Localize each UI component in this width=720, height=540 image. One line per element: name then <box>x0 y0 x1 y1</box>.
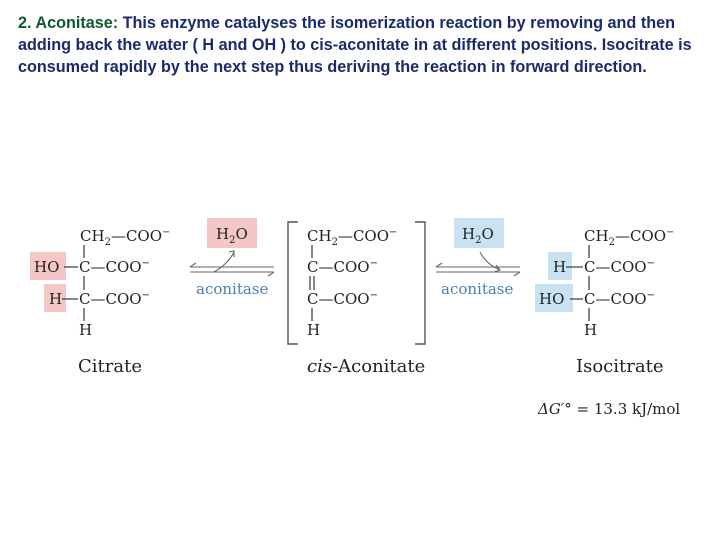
isocitrate-mid-left: H <box>553 258 567 276</box>
citrate-mid: C—COO− <box>79 258 150 276</box>
citrate-top: $CH_2—COO^-$ <box>80 227 171 248</box>
citrate-low: C—COO− <box>79 290 150 308</box>
citrate-low-left: H <box>49 290 63 308</box>
aconitate-low: C—COO− <box>307 290 378 308</box>
aconitate-mid: C—COO− <box>307 258 378 276</box>
enzyme-left-label: aconitase <box>196 280 269 298</box>
cis-aconitate-structure <box>288 222 425 377</box>
equilibrium-right-top-head <box>436 263 442 267</box>
description-body: This enzyme catalyses the isomerization reaction by removing and then adding back the water ( H and OH ) to cis-aconitate in at different positions. Isocitrate is consumed rapidly by the next step thus deriving the reaction in forward direction. <box>18 14 692 76</box>
water-left-label: $H_2O$ <box>216 225 248 246</box>
equilibrium-left-bottom-head <box>268 272 274 276</box>
aconitate-top: $CH_2—COO^-$ <box>307 227 398 248</box>
water-release-curve-arrow <box>214 252 234 272</box>
isocitrate-structure <box>539 227 674 377</box>
cis-aconitate-name: cis-Aconitate <box>307 356 426 377</box>
water-right-label: $H_2O$ <box>462 225 494 246</box>
isocitrate-low-left: HO <box>539 290 565 308</box>
equilibrium-left-top-head <box>190 263 196 267</box>
isocitrate-top: $CH_2—COO^-$ <box>584 227 675 248</box>
isocitrate-mid: C—COO− <box>584 258 655 276</box>
left-bracket <box>288 222 298 344</box>
equilibrium-right-bottom-head <box>514 272 520 276</box>
citrate-bottom: H <box>79 321 93 339</box>
aconitate-bottom: H <box>307 321 321 339</box>
isocitrate-name: Isocitrate <box>576 356 664 377</box>
isocitrate-bottom: H <box>584 321 598 339</box>
citrate-name: Citrate <box>78 356 142 377</box>
enzyme-right-label: aconitase <box>441 280 514 298</box>
citrate-structure <box>34 227 170 377</box>
right-bracket <box>415 222 425 344</box>
isocitrate-low: C—COO− <box>584 290 655 308</box>
description-lead: 2. Aconitase: <box>18 14 119 32</box>
delta-g-value: ΔG′° = 13.3 kJ/mol <box>538 400 681 418</box>
citrate-mid-left: HO <box>34 258 60 276</box>
